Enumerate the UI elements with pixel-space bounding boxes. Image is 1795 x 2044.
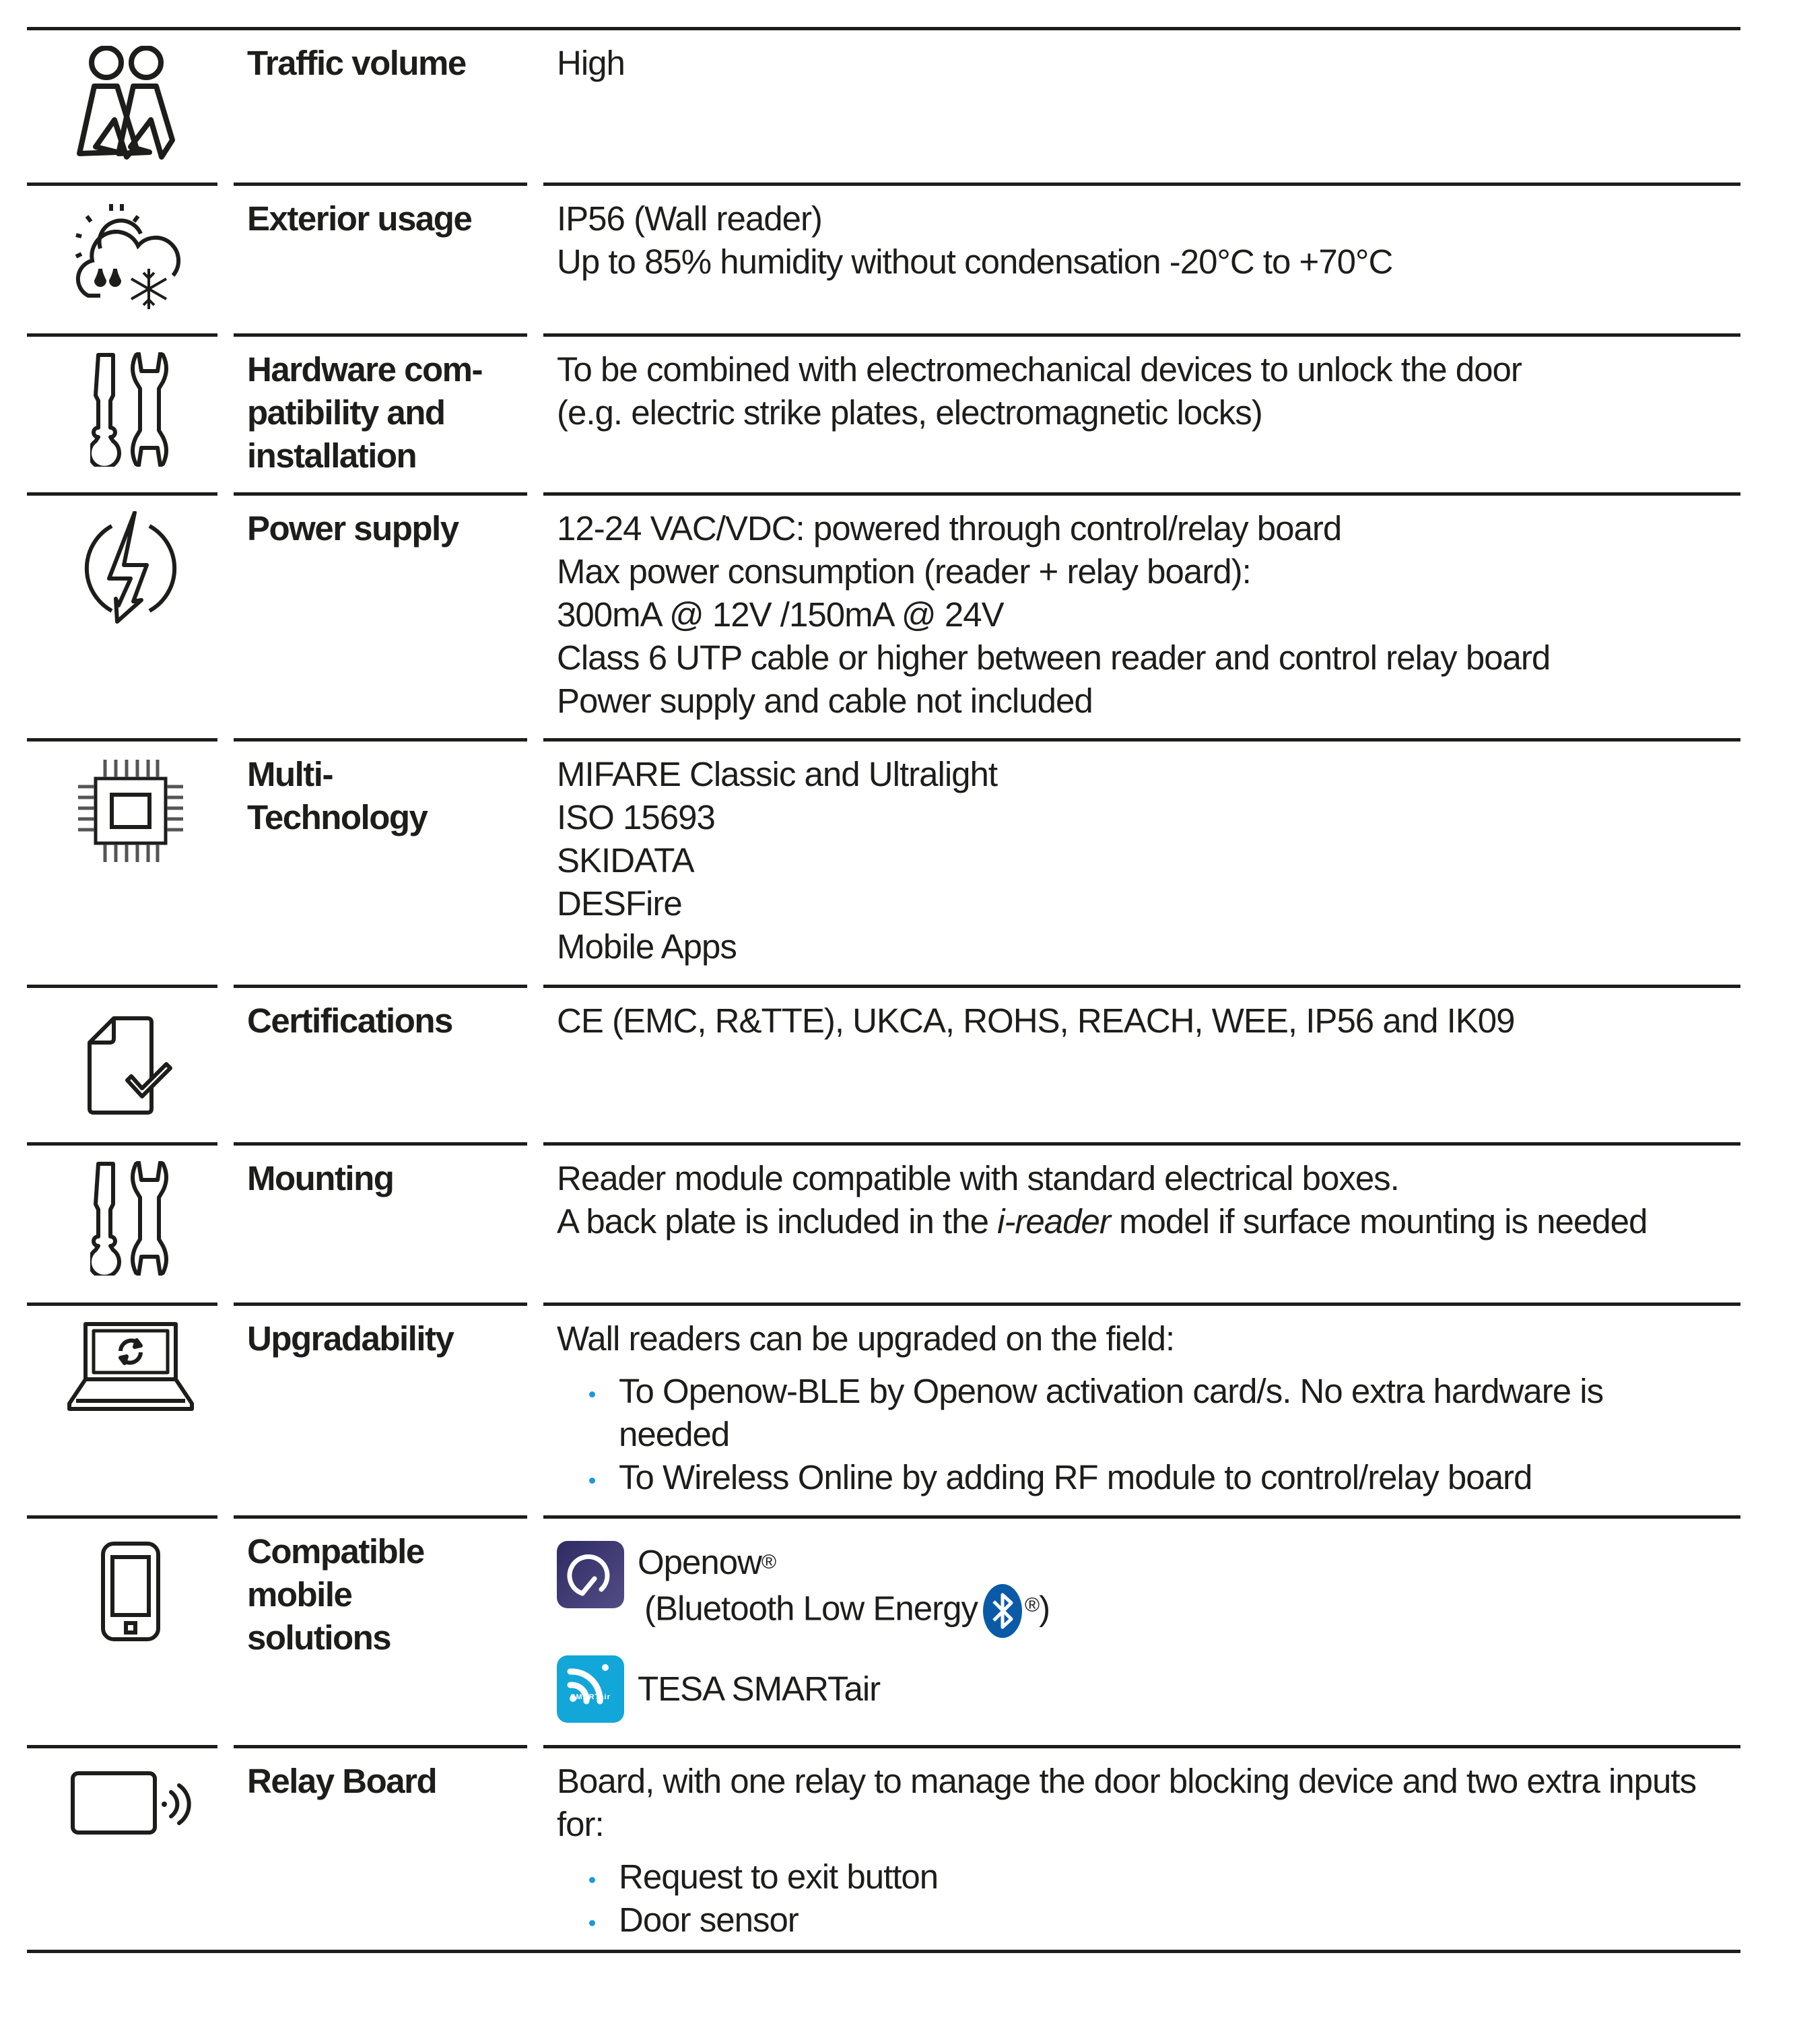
row-value	[543, 1515, 1740, 1745]
relay-inputs-list	[557, 1855, 1740, 1942]
row-divider	[27, 183, 217, 186]
row-divider	[543, 183, 1740, 186]
row-value: CE (EMC, R&TTE), UKCA, ROHS, REACH, WEE, IP56 and IK09	[557, 1001, 1515, 1040]
row-divider	[543, 1745, 1740, 1748]
spec-row-upgradability	[27, 1303, 1740, 1515]
spec-row-relay-board	[27, 1745, 1740, 1954]
row-divider	[27, 1303, 217, 1306]
row-label: Upgradability	[247, 1319, 454, 1358]
spec-row-mobile-solutions	[27, 1515, 1740, 1745]
spec-row-exterior-usage	[27, 183, 1740, 333]
row-divider	[234, 1303, 527, 1306]
spec-row-traffic-volume	[27, 27, 1740, 183]
spec-table	[27, 27, 1740, 1954]
spec-row-hardware-compatibility	[27, 333, 1740, 492]
row-value: MIFARE Classic and Ultralight ISO 15693 SKIDATA DESFire Mobile Apps	[557, 755, 998, 966]
row-divider	[543, 738, 1740, 741]
row-label: Traffic volume	[247, 44, 466, 82]
spec-row-mounting	[27, 1142, 1740, 1303]
row-divider	[234, 985, 527, 988]
laptop-refresh-icon	[67, 1321, 195, 1412]
chip-icon	[77, 757, 184, 865]
row-divider	[234, 1515, 527, 1519]
relay-board-icon	[70, 1769, 191, 1837]
list-item: Door sensor	[557, 1899, 1740, 1942]
row-divider	[234, 333, 527, 337]
row-label: Certifications	[247, 1001, 452, 1040]
row-divider	[27, 333, 217, 337]
row-divider	[543, 1303, 1740, 1306]
app-openow: Openow® (Bluetooth Low Energy ®)	[557, 1541, 1740, 1638]
spec-row-certifications	[27, 985, 1740, 1142]
openow-app-icon	[557, 1541, 624, 1608]
row-divider	[234, 1745, 527, 1748]
row-label: Mounting	[247, 1159, 394, 1197]
spec-row-multi-technology	[27, 738, 1740, 985]
row-label: Power supply	[247, 509, 459, 548]
bullet-icon	[589, 1877, 595, 1883]
row-divider	[27, 1515, 217, 1519]
row-label: Exterior usage	[247, 199, 472, 238]
row-value: Wall readers can be upgraded on the field: To Openow-BLE by Openow activation card/s. No extra hardware is needed To Wireless Online by adding RF module to control/relay board	[543, 1303, 1740, 1515]
row-divider	[234, 492, 527, 496]
smartair-app-icon: SMARTair	[557, 1655, 624, 1723]
weather-icon	[73, 201, 188, 312]
smartphone-icon	[100, 1541, 161, 1642]
bullet-icon	[589, 1920, 595, 1926]
row-divider	[234, 1142, 527, 1146]
row-divider	[543, 1142, 1740, 1146]
row-value: To be combined with electromechanical devices to unlock the door (e.g. electric strike plates, electromagnetic locks)	[557, 350, 1522, 432]
row-label: Compatible mobile solutions	[247, 1532, 424, 1657]
row-value: Reader module compatible with standard electrical boxes. A back plate is included in the i-reader model if surface mounting is needed	[557, 1159, 1648, 1241]
list-item: Request to exit button	[557, 1855, 1740, 1899]
tools-icon	[90, 352, 171, 467]
spec-row-power-supply	[27, 492, 1740, 738]
row-value: IP56 (Wall reader) Up to 85% humidity without condensation -20°C to +70°C	[557, 199, 1393, 281]
row-divider	[27, 492, 217, 496]
upgrade-options-list	[557, 1370, 1740, 1499]
row-divider	[543, 333, 1740, 337]
row-divider	[27, 985, 217, 988]
table-bottom-rule	[27, 1950, 1740, 1953]
certificate-document-icon	[80, 1014, 181, 1115]
tools-icon	[90, 1161, 171, 1276]
row-divider	[27, 738, 217, 741]
row-label: Multi- Technology	[247, 755, 428, 836]
row-divider	[27, 1745, 217, 1748]
list-item: To Wireless Online by adding RF module to control/relay board	[557, 1456, 1740, 1499]
row-divider	[543, 492, 1740, 496]
row-value: Board, with one relay to manage the door blocking device and two extra inputs for: Request to exit button Door sensor	[543, 1745, 1740, 1954]
pedestrians-icon	[77, 46, 184, 160]
row-divider	[234, 738, 527, 741]
power-icon	[77, 511, 184, 626]
row-divider	[27, 27, 1740, 30]
row-divider	[234, 183, 527, 186]
row-value: High	[557, 44, 625, 82]
bullet-icon	[589, 1391, 595, 1397]
row-label: Relay Board	[247, 1762, 437, 1800]
app-smartair: SMARTair TESA SMARTair	[557, 1655, 1740, 1723]
row-divider	[543, 1515, 1740, 1519]
row-divider	[543, 985, 1740, 988]
bullet-icon	[589, 1478, 595, 1484]
bluetooth-icon	[983, 1584, 1022, 1638]
list-item: To Openow-BLE by Openow activation card/s. No extra hardware is needed	[557, 1370, 1740, 1456]
row-label: Hardware com- patibility and installation	[247, 350, 482, 475]
row-divider	[27, 1142, 217, 1146]
row-value: 12-24 VAC/VDC: powered through control/relay board Max power consumption (reader + relay board): 300mA @ 12V /150mA @ 24V Class 6 UTP cable or higher between reader and control relay board Power supply and cable not included	[557, 509, 1551, 720]
model-name: i-reader	[997, 1202, 1110, 1241]
